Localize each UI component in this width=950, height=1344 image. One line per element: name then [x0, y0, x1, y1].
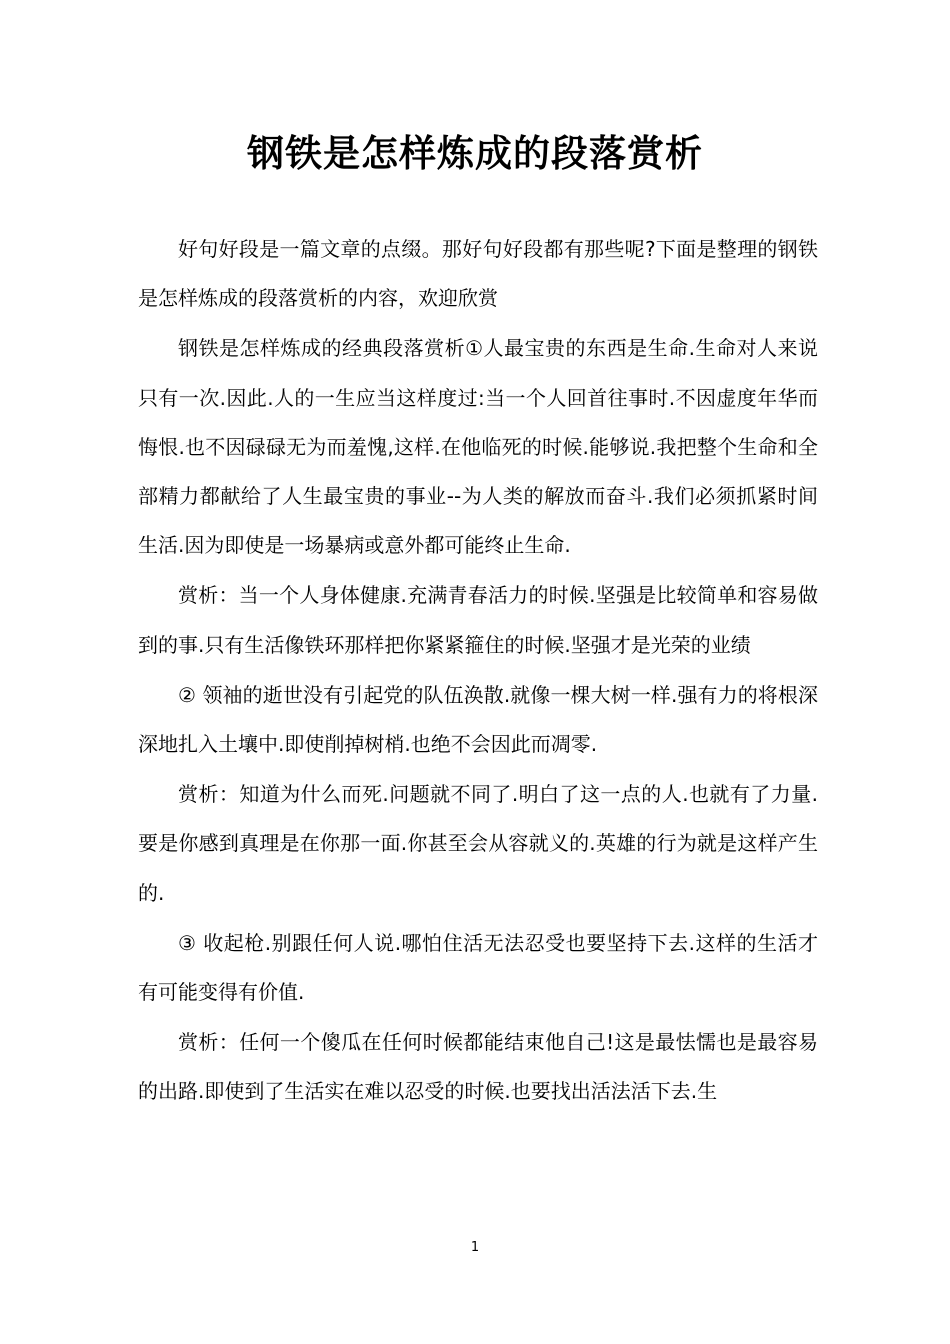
document-body [138, 225, 818, 1118]
paragraph-analysis-3: 赏析：任何一个傻瓜在任何时候都能结束他自己!这是最怯懦也是最容易的出路.即使到了生活实在难以忍受的时候.也要找出活法活下去.生 [138, 1030, 818, 1104]
paragraph-intro: 好句好段是一篇文章的点缀。那好句好段都有那些呢?下面是整理的钢铁是怎样炼成的段落赏析的内容，欢迎欣赏 [138, 237, 818, 311]
page-number: 1 [470, 1240, 480, 1255]
document-title: 钢铁是怎样炼成的段落赏析 [247, 131, 703, 175]
paragraph-analysis-1: 赏析：当一个人身体健康.充满青春活力的时候.坚强是比较简单和容易做到的事.只有生活像铁环那样把你紧紧箍住的时候.坚强才是光荣的业绩 [138, 583, 818, 657]
paragraph-analysis-2: 赏析：知道为什么而死.问题就不同了.明白了这一点的人.也就有了力量.要是你感到真理是在你那一面.你甚至会从容就义的.英雄的行为就是这样产生的. [138, 782, 818, 905]
paragraph-excerpt-2: ② 领袖的逝世没有引起党的队伍涣散.就像一棵大树一样.强有力的将根深深地扎入土壤中.即使削掉树梢.也绝不会因此而凋零. [138, 682, 818, 757]
paragraph-excerpt-3: ③ 收起枪.别跟任何人说.哪怕住活无法忍受也要坚持下去.这样的生活才有可能变得有价值. [138, 930, 818, 1005]
paragraph-excerpt-1: 钢铁是怎样炼成的经典段落赏析①人最宝贵的东西是生命.生命对人来说只有一次.因此.人的一生应当这样度过:当一个人回首往事时.不因虚度年华而悔恨.也不因碌碌无为而羞愧,这样.在他临死的时候.能够说.我把整个生命和全部精力都献给了人生最宝贵的事业--为人类的解放而奋斗.我们必须抓紧时间生活.因为即使是一场暴病或意外都可能终止生命. [138, 336, 818, 558]
